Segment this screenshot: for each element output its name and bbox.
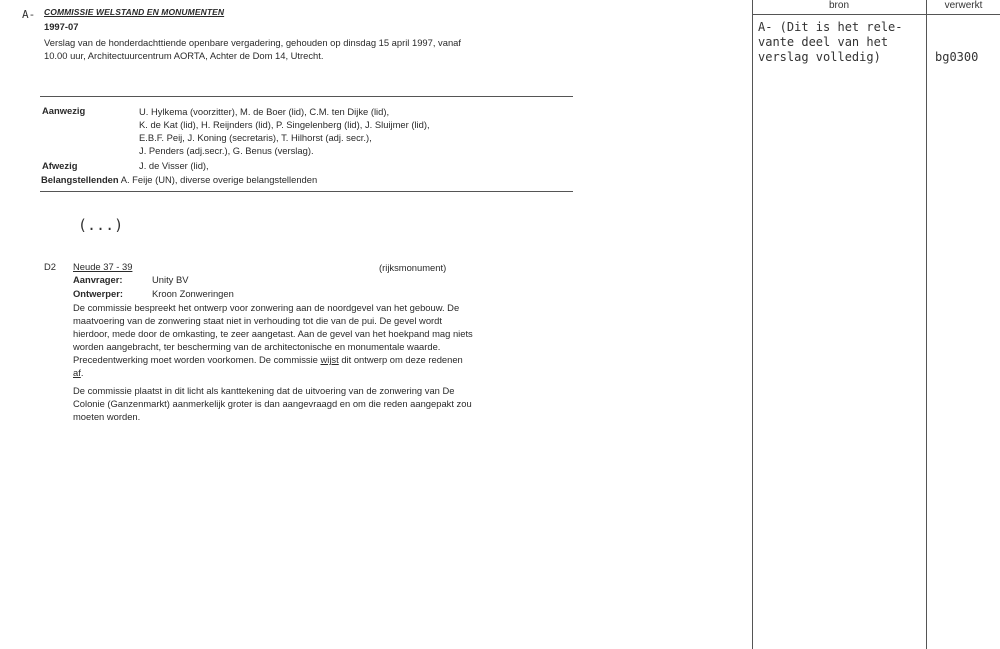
paragraph-line: worden aangebracht, ter bescherming van de architectonische en monumentale waarde.: [73, 341, 441, 352]
present-line: K. de Kat (lid), H. Reijnders (lid), P. Singelenberg (lid), J. Sluijmer (lid),: [139, 119, 430, 130]
item-paragraph-2: [73, 384, 472, 423]
present-list: [139, 105, 430, 157]
decision-verb: wijst: [320, 354, 339, 365]
item-paragraph-1: [73, 301, 473, 379]
paragraph-text: Precedentwerking moet worden voorkomen. De commissie: [73, 354, 321, 365]
stakeholders-value: A. Feije (UN), diverse overige belangstellenden: [120, 174, 318, 185]
present-line: E.B.F. Peij, J. Koning (secretaris), T. Hilhorst (adj. secr.),: [139, 132, 372, 143]
paragraph-line: maatvoering van de zonwering staat niet in verhouding tot die van de pui. De gevel wordt: [73, 315, 442, 326]
item-code: D2: [44, 261, 56, 272]
omission-ellipsis: (...): [78, 216, 124, 234]
bron-note-line: verslag volledig): [758, 50, 881, 64]
paragraph-line: De commissie plaatst in dit licht als kanttekening dat de uitvoering van de zonwering van De: [73, 385, 455, 396]
column-divider-left: [752, 0, 753, 649]
present-label: Aanwezig: [42, 105, 86, 116]
paragraph-text: dit ontwerp om deze redenen: [338, 354, 463, 365]
paragraph-line: hierdoor, mede door de omkasting, te zeer aangetast. Aan de gevel van het hoekpand mag niets: [73, 328, 473, 339]
applicant-value: Unity BV: [152, 274, 189, 285]
verwerkt-code: bg0300: [935, 50, 979, 64]
decision-particle: af: [73, 367, 81, 378]
paragraph-line: De commissie bespreekt het ontwerp voor zonwering aan de noordgevel van het gebouw. De: [73, 302, 460, 313]
paragraph-line: moeten worden.: [73, 411, 141, 422]
item-status: (rijksmonument): [379, 262, 447, 273]
column-divider-right: [926, 0, 927, 649]
doc-marker: A-: [22, 8, 36, 21]
paragraph-text: .: [80, 367, 84, 378]
applicant-label: Aanvrager:: [73, 274, 123, 285]
intro-line: Verslag van de honderdachttiende openbare vergadering, gehouden op dinsdag 15 april 1997, vanaf: [44, 37, 461, 48]
committee-name: COMMISSIE WELSTAND EN MONUMENTEN: [44, 7, 225, 17]
present-line: U. Hylkema (voorzitter), M. de Boer (lid), C.M. ten Dijke (lid),: [139, 106, 390, 117]
intro-line: 10.00 uur, Architectuurcentrum AORTA, Achter de Dom 14, Utrecht.: [44, 50, 324, 61]
verwerkt-column-header: verwerkt: [944, 0, 983, 11]
designer-label: Ontwerper:: [73, 288, 124, 299]
attendance-top-rule: [40, 96, 573, 97]
designer-value: Kroon Zonweringen: [152, 288, 234, 299]
bron-note-line: A- (Dit is het rele-: [758, 20, 903, 34]
paragraph-line: Colonie (Ganzenmarkt) aanmerkelijk groter is dan aangevraagd en om die reden aangepakt zou: [73, 398, 472, 409]
bron-note: [758, 20, 903, 65]
absent-label: Afwezig: [42, 160, 78, 171]
present-line: J. Penders (adj.secr.), G. Benus (verslag).: [139, 145, 314, 156]
attendance-bottom-rule: [40, 191, 573, 192]
absent-value: J. de Visser (lid),: [139, 160, 209, 171]
paragraph-line: [73, 366, 473, 379]
stakeholders-label: Belangstellenden: [41, 174, 119, 185]
item-address: Neude 37 - 39: [73, 261, 133, 272]
paragraph-line: [73, 353, 473, 366]
report-intro: [44, 36, 461, 62]
header-rule: [752, 14, 1000, 15]
bron-column-header: bron: [828, 0, 849, 11]
report-number: 1997-07: [44, 21, 79, 32]
bron-note-line: vante deel van het: [758, 35, 889, 49]
stakeholders: [41, 173, 317, 186]
